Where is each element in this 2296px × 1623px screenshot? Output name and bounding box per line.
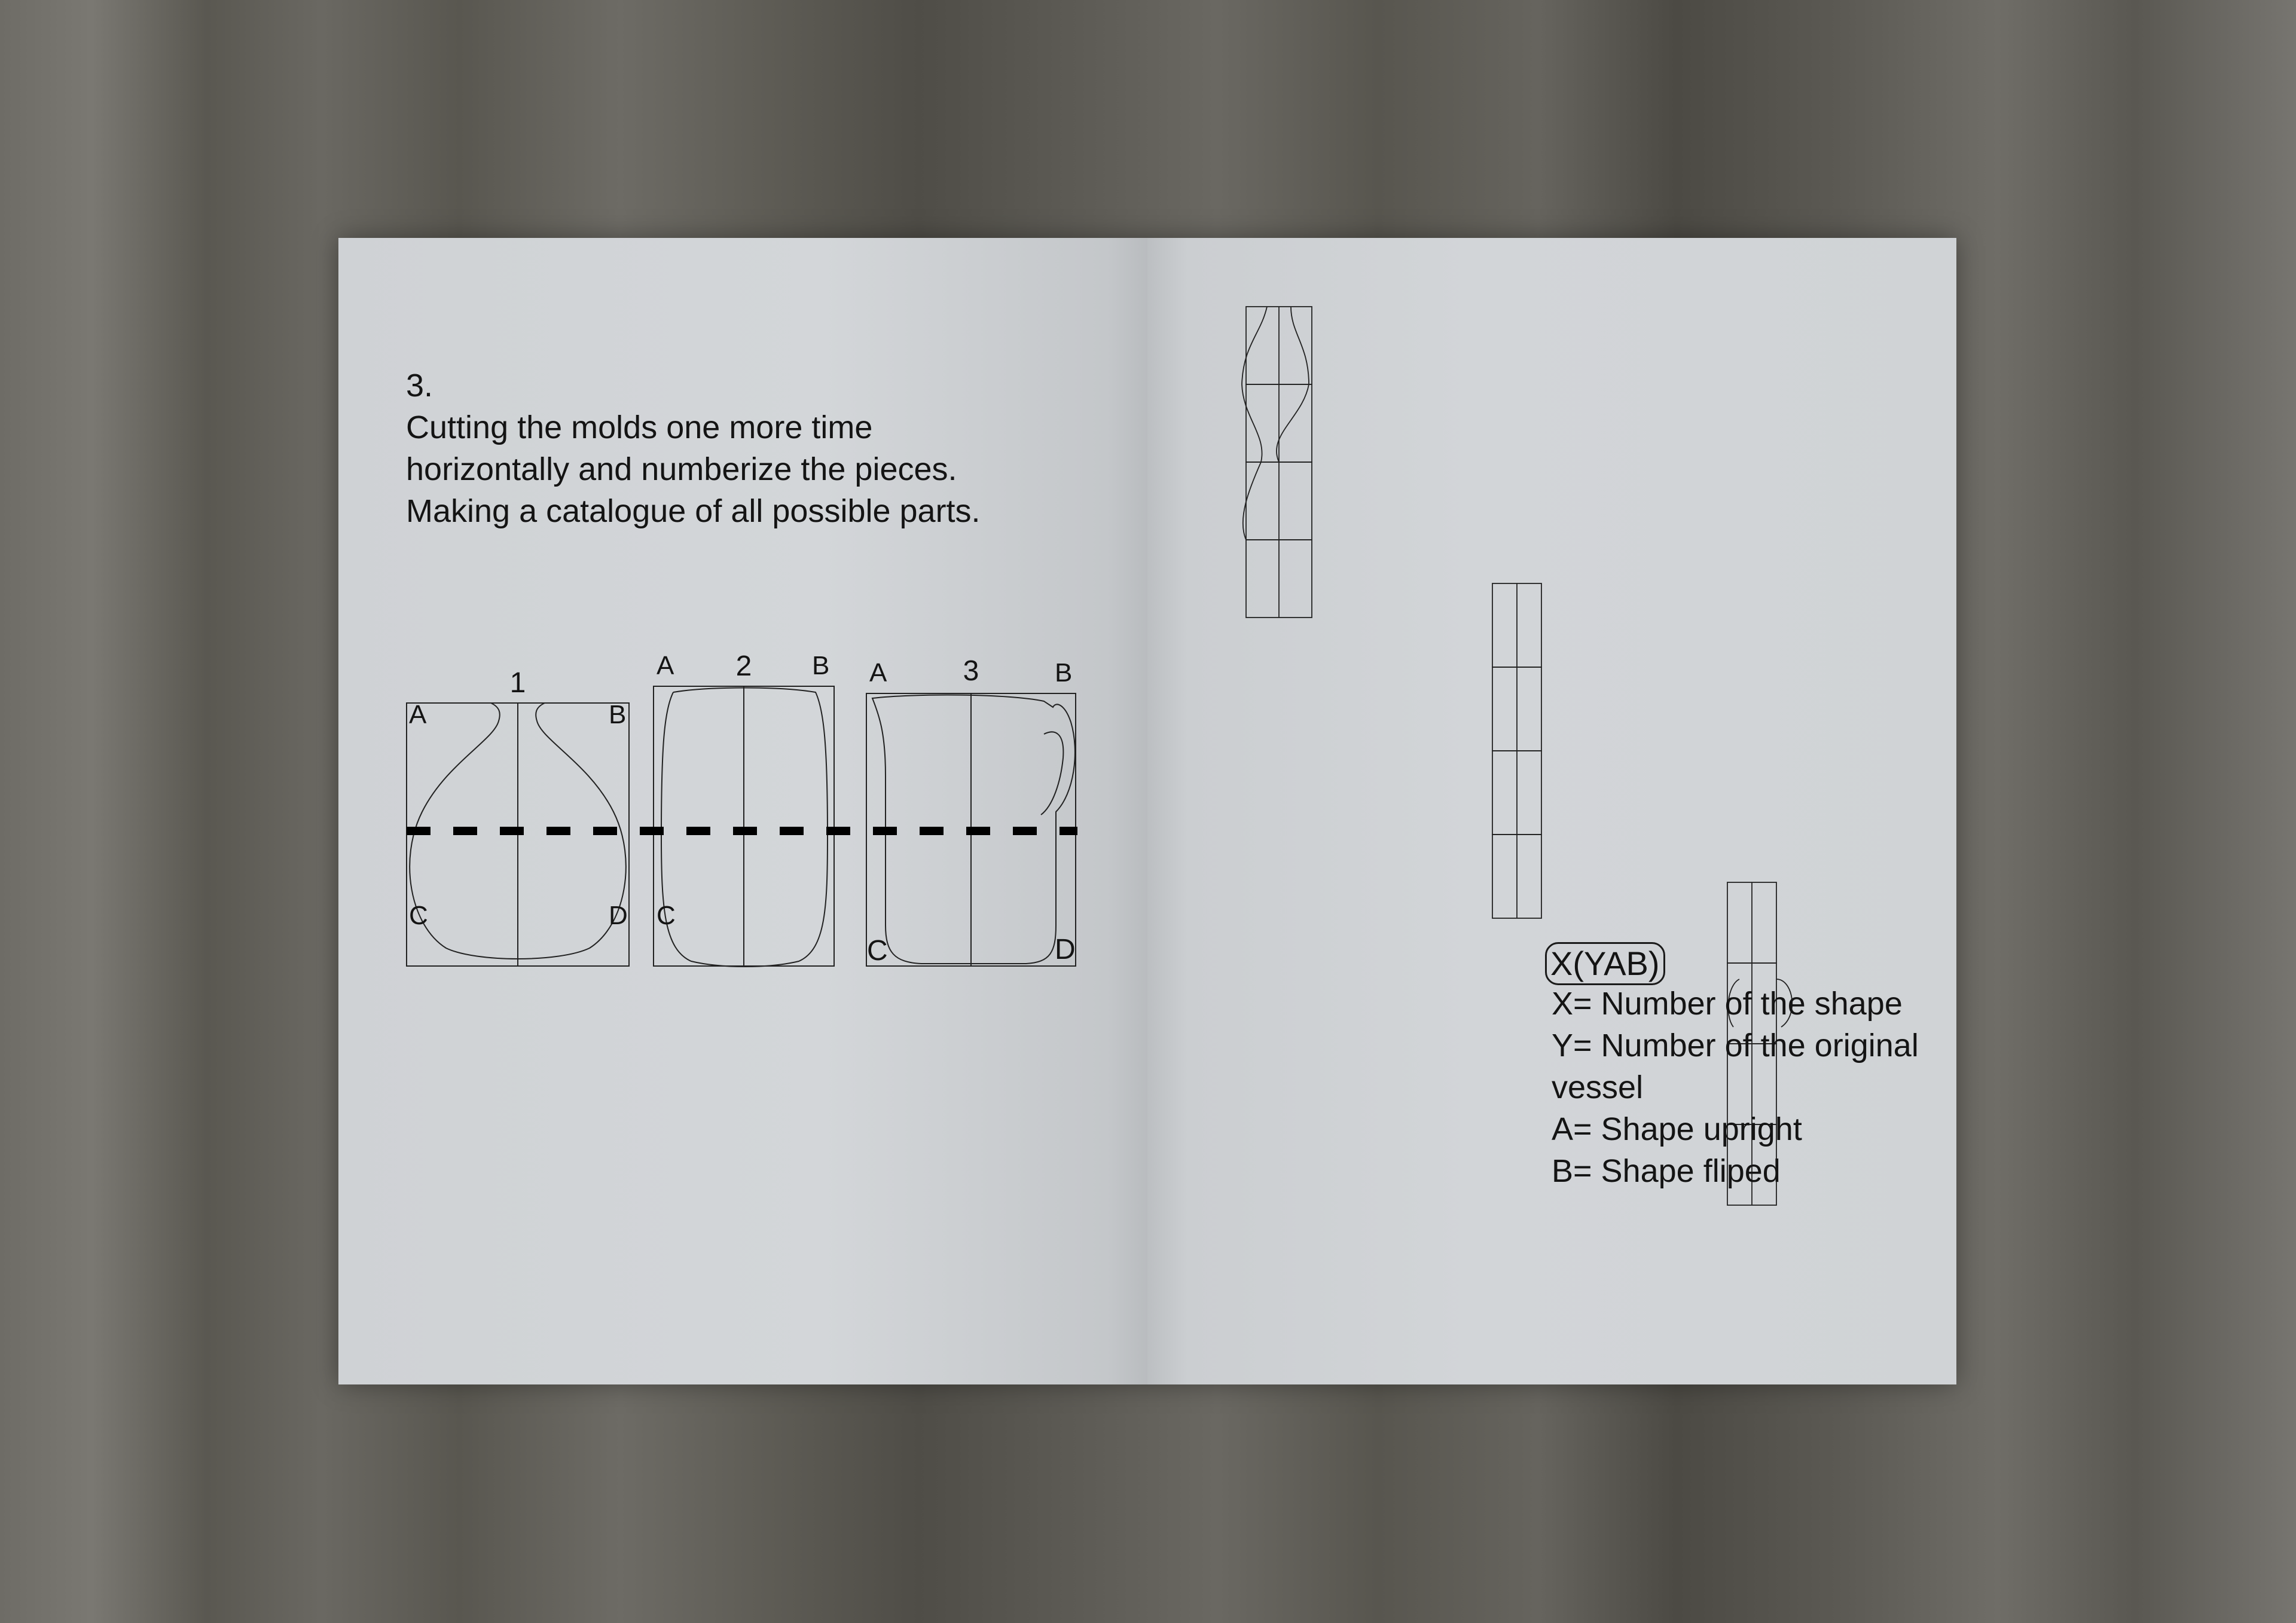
legend-block	[1552, 983, 1970, 1192]
catalogue-vessel-2	[1492, 583, 1541, 918]
formula-badge: X(YAB)	[1545, 942, 1665, 985]
mold-label: D	[609, 901, 628, 930]
step3-number: 3.	[406, 368, 433, 404]
catalogue-vessel-1	[1242, 307, 1312, 618]
mold-number: 3	[963, 655, 979, 687]
mold-label: C	[867, 935, 888, 967]
mold-label: C	[657, 901, 676, 930]
mold-label: B	[1055, 658, 1073, 687]
catalogue-figure	[1147, 238, 1956, 1384]
step3-line: Cutting the molds one more time	[406, 409, 873, 445]
legend-y: Y= Number of the original	[1552, 1028, 1919, 1063]
mold-label: A	[869, 658, 887, 687]
mold-label: B	[609, 700, 627, 729]
mold-label: A	[409, 700, 427, 729]
legend-b: B= Shape fliped	[1552, 1153, 1781, 1189]
molds-figure	[338, 238, 1147, 1384]
booklet-spread	[338, 238, 1956, 1384]
left-page	[338, 238, 1147, 1384]
mold-number: 1	[509, 667, 526, 699]
mold-number: 2	[735, 650, 752, 682]
step3-line: horizontally and numberize the pieces.	[406, 451, 957, 487]
step3-line: Making a catalogue of all possible parts.	[406, 493, 981, 529]
legend-x: X= Number of the shape	[1552, 986, 1903, 1022]
mold-label: A	[657, 651, 674, 680]
right-page	[1147, 238, 1956, 1384]
mold-label: B	[812, 651, 830, 680]
legend-y2: vessel	[1552, 1069, 1644, 1105]
mold-label: D	[1055, 934, 1076, 965]
mold-label: C	[409, 901, 428, 930]
mold-2	[654, 686, 834, 967]
legend-a: A= Shape upright	[1552, 1111, 1802, 1147]
